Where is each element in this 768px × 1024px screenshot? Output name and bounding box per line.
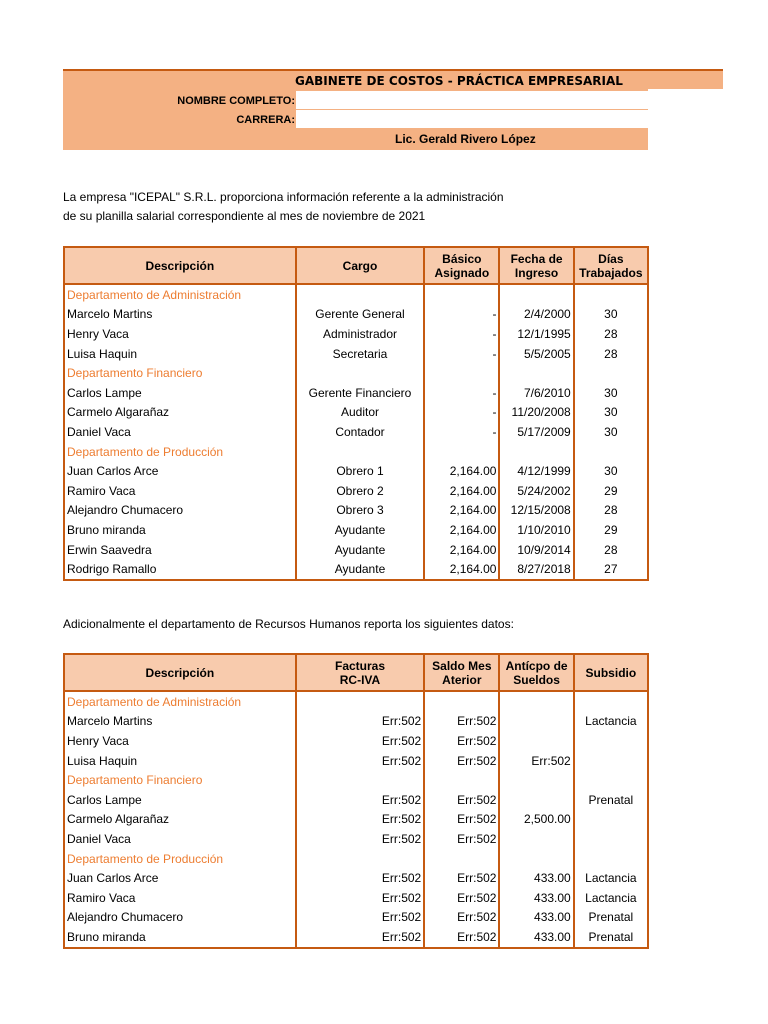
department-name: Departamento de Producción <box>64 442 296 462</box>
subsidio-cell <box>574 810 648 830</box>
facturas-cell: Err:502 <box>296 927 424 948</box>
carrera-input[interactable] <box>296 110 648 129</box>
department-row <box>64 849 648 869</box>
hr-header-row <box>64 654 648 691</box>
cargo-cell: Auditor <box>296 403 424 423</box>
basico-cell: 2,164.00 <box>424 501 499 521</box>
department-name: Departamento Financiero <box>64 770 296 790</box>
subsidio-cell: Lactancia <box>574 712 648 732</box>
col-fecha: Fecha de Ingreso <box>499 247 573 284</box>
facturas-cell: Err:502 <box>296 731 424 751</box>
saldo-cell: Err:502 <box>424 868 499 888</box>
empty-cell <box>499 691 573 712</box>
employee-name: Carlos Lampe <box>64 790 296 810</box>
facturas-cell: Err:502 <box>296 868 424 888</box>
cargo-cell: Contador <box>296 422 424 442</box>
fecha-cell: 7/6/2010 <box>499 383 573 403</box>
col-facturas: Facturas RC-IVA <box>296 654 424 691</box>
table-row <box>64 751 648 771</box>
saldo-cell: Err:502 <box>424 829 499 849</box>
empty-cell <box>424 691 499 712</box>
department-row <box>64 284 648 305</box>
basico-cell: 2,164.00 <box>424 559 499 580</box>
dias-cell: 27 <box>574 559 648 580</box>
employee-name: Luisa Haquin <box>64 344 296 364</box>
empty-cell <box>574 770 648 790</box>
cargo-cell: Obrero 1 <box>296 461 424 481</box>
dias-cell: 30 <box>574 461 648 481</box>
table-row <box>64 810 648 830</box>
table-row <box>64 481 648 501</box>
empty-cell <box>574 691 648 712</box>
basico-cell: - <box>424 305 499 325</box>
employee-name: Marcelo Martins <box>64 305 296 325</box>
empty-cell <box>296 770 424 790</box>
payroll-header-row <box>64 247 648 284</box>
employee-name: Daniel Vaca <box>64 829 296 849</box>
facturas-cell: Err:502 <box>296 908 424 928</box>
facturas-cell: Err:502 <box>296 751 424 771</box>
empty-cell <box>574 849 648 869</box>
basico-cell: 2,164.00 <box>424 461 499 481</box>
col-descripcion: Descripción <box>64 654 296 691</box>
subsidio-cell <box>574 829 648 849</box>
col-basico: Básico Asignado <box>424 247 499 284</box>
empty-cell <box>499 442 573 462</box>
table-row <box>64 712 648 732</box>
table-row <box>64 403 648 423</box>
table-row <box>64 731 648 751</box>
anticipo-cell: 2,500.00 <box>499 810 573 830</box>
professor-name: Lic. Gerald Rivero López <box>395 132 536 146</box>
employee-name: Juan Carlos Arce <box>64 461 296 481</box>
dias-cell: 30 <box>574 403 648 423</box>
empty-cell <box>296 363 424 383</box>
header-title-bar <box>63 69 723 89</box>
department-name: Departamento de Administración <box>64 691 296 712</box>
col-descripcion: Descripción <box>64 247 296 284</box>
department-name: Departamento de Administración <box>64 284 296 305</box>
saldo-cell: Err:502 <box>424 790 499 810</box>
employee-name: Bruno miranda <box>64 927 296 948</box>
cargo-cell: Obrero 3 <box>296 501 424 521</box>
employee-name: Luisa Haquin <box>64 751 296 771</box>
empty-cell <box>424 363 499 383</box>
empty-cell <box>296 691 424 712</box>
table-row <box>64 868 648 888</box>
cargo-cell: Administrador <box>296 324 424 344</box>
basico-cell: - <box>424 344 499 364</box>
saldo-cell: Err:502 <box>424 712 499 732</box>
empty-cell <box>296 849 424 869</box>
employee-name: Carmelo Algarañaz <box>64 403 296 423</box>
department-name: Departamento Financiero <box>64 363 296 383</box>
fecha-cell: 4/12/1999 <box>499 461 573 481</box>
dias-cell: 28 <box>574 324 648 344</box>
intro-line-2: de su planilla salarial correspondiente al mes de noviembre de 2021 <box>63 209 426 223</box>
empty-cell <box>499 284 573 305</box>
fecha-cell: 5/24/2002 <box>499 481 573 501</box>
saldo-cell: Err:502 <box>424 731 499 751</box>
fecha-cell: 5/5/2005 <box>499 344 573 364</box>
empty-cell <box>499 849 573 869</box>
anticipo-cell: 433.00 <box>499 908 573 928</box>
employee-name: Rodrigo Ramallo <box>64 559 296 580</box>
anticipo-cell: 433.00 <box>499 927 573 948</box>
basico-cell: - <box>424 383 499 403</box>
table-row <box>64 559 648 580</box>
subsidio-cell: Prenatal <box>574 790 648 810</box>
table-row <box>64 888 648 908</box>
intro-line-1: La empresa "ICEPAL" S.R.L. proporciona información referente a la administración <box>63 190 504 204</box>
employee-name: Erwin Saavedra <box>64 540 296 560</box>
table-row <box>64 520 648 540</box>
basico-cell: 2,164.00 <box>424 540 499 560</box>
cargo-cell: Ayudante <box>296 520 424 540</box>
dias-cell: 28 <box>574 344 648 364</box>
facturas-cell: Err:502 <box>296 888 424 908</box>
cargo-cell: Secretaria <box>296 344 424 364</box>
employee-name: Henry Vaca <box>64 731 296 751</box>
employee-name: Alejandro Chumacero <box>64 501 296 521</box>
employee-name: Bruno miranda <box>64 520 296 540</box>
header-block <box>63 89 648 150</box>
header-title: GABINETE DE COSTOS - PRÁCTICA EMPRESARIAL <box>295 74 623 88</box>
department-row <box>64 363 648 383</box>
anticipo-cell: 433.00 <box>499 868 573 888</box>
section2-intro: Adicionalmente el departamento de Recursos Humanos reporta los siguientes datos: <box>63 617 514 631</box>
anticipo-cell <box>499 829 573 849</box>
employee-name: Ramiro Vaca <box>64 888 296 908</box>
anticipo-cell <box>499 712 573 732</box>
cargo-cell: Gerente Financiero <box>296 383 424 403</box>
cargo-cell: Ayudante <box>296 559 424 580</box>
empty-cell <box>499 363 573 383</box>
employee-name: Juan Carlos Arce <box>64 868 296 888</box>
anticipo-cell: 433.00 <box>499 888 573 908</box>
empty-cell <box>296 442 424 462</box>
col-saldo: Saldo Mes Aterior <box>424 654 499 691</box>
anticipo-cell <box>499 790 573 810</box>
anticipo-cell <box>499 731 573 751</box>
fecha-cell: 11/20/2008 <box>499 403 573 423</box>
nombre-input[interactable] <box>296 91 648 110</box>
employee-name: Ramiro Vaca <box>64 481 296 501</box>
employee-name: Henry Vaca <box>64 324 296 344</box>
subsidio-cell: Lactancia <box>574 888 648 908</box>
basico-cell: - <box>424 324 499 344</box>
cargo-cell: Gerente General <box>296 305 424 325</box>
fecha-cell: 5/17/2009 <box>499 422 573 442</box>
dias-cell: 30 <box>574 422 648 442</box>
basico-cell: - <box>424 422 499 442</box>
employee-name: Alejandro Chumacero <box>64 908 296 928</box>
fecha-cell: 2/4/2000 <box>499 305 573 325</box>
dias-cell: 28 <box>574 501 648 521</box>
subsidio-cell <box>574 731 648 751</box>
department-row <box>64 770 648 790</box>
table-row <box>64 540 648 560</box>
subsidio-cell: Prenatal <box>574 927 648 948</box>
col-cargo: Cargo <box>296 247 424 284</box>
facturas-cell: Err:502 <box>296 790 424 810</box>
table-row <box>64 422 648 442</box>
basico-cell: - <box>424 403 499 423</box>
empty-cell <box>424 770 499 790</box>
empty-cell <box>424 284 499 305</box>
facturas-cell: Err:502 <box>296 829 424 849</box>
hr-table <box>63 653 649 949</box>
fecha-cell: 12/1/1995 <box>499 324 573 344</box>
table-row <box>64 790 648 810</box>
empty-cell <box>574 284 648 305</box>
table-row <box>64 461 648 481</box>
table-row <box>64 908 648 928</box>
table-row <box>64 927 648 948</box>
cargo-cell: Ayudante <box>296 540 424 560</box>
table-row <box>64 383 648 403</box>
empty-cell <box>574 363 648 383</box>
fecha-cell: 1/10/2010 <box>499 520 573 540</box>
saldo-cell: Err:502 <box>424 810 499 830</box>
table-row <box>64 501 648 521</box>
empty-cell <box>424 849 499 869</box>
subsidio-cell: Lactancia <box>574 868 648 888</box>
saldo-cell: Err:502 <box>424 751 499 771</box>
facturas-cell: Err:502 <box>296 810 424 830</box>
table-row <box>64 305 648 325</box>
basico-cell: 2,164.00 <box>424 520 499 540</box>
empty-cell <box>424 442 499 462</box>
saldo-cell: Err:502 <box>424 908 499 928</box>
dias-cell: 30 <box>574 383 648 403</box>
carrera-label: CARRERA: <box>236 114 295 126</box>
empty-cell <box>574 442 648 462</box>
fecha-cell: 10/9/2014 <box>499 540 573 560</box>
dias-cell: 28 <box>574 540 648 560</box>
fecha-cell: 12/15/2008 <box>499 501 573 521</box>
subsidio-cell <box>574 751 648 771</box>
table-row <box>64 829 648 849</box>
fecha-cell: 8/27/2018 <box>499 559 573 580</box>
nombre-label: NOMBRE COMPLETO: <box>177 95 295 107</box>
dias-cell: 29 <box>574 481 648 501</box>
col-dias: Días Trabajados <box>574 247 648 284</box>
employee-name: Carmelo Algarañaz <box>64 810 296 830</box>
empty-cell <box>296 284 424 305</box>
subsidio-cell: Prenatal <box>574 908 648 928</box>
department-row <box>64 691 648 712</box>
department-name: Departamento de Producción <box>64 849 296 869</box>
employee-name: Daniel Vaca <box>64 422 296 442</box>
col-anticipo: Antícpo de Sueldos <box>499 654 573 691</box>
col-subsidio: Subsidio <box>574 654 648 691</box>
table-row <box>64 324 648 344</box>
anticipo-cell: Err:502 <box>499 751 573 771</box>
facturas-cell: Err:502 <box>296 712 424 732</box>
department-row <box>64 442 648 462</box>
employee-name: Carlos Lampe <box>64 383 296 403</box>
dias-cell: 29 <box>574 520 648 540</box>
empty-cell <box>499 770 573 790</box>
payroll-table <box>63 246 649 581</box>
table-row <box>64 344 648 364</box>
basico-cell: 2,164.00 <box>424 481 499 501</box>
saldo-cell: Err:502 <box>424 888 499 908</box>
dias-cell: 30 <box>574 305 648 325</box>
cargo-cell: Obrero 2 <box>296 481 424 501</box>
employee-name: Marcelo Martins <box>64 712 296 732</box>
saldo-cell: Err:502 <box>424 927 499 948</box>
